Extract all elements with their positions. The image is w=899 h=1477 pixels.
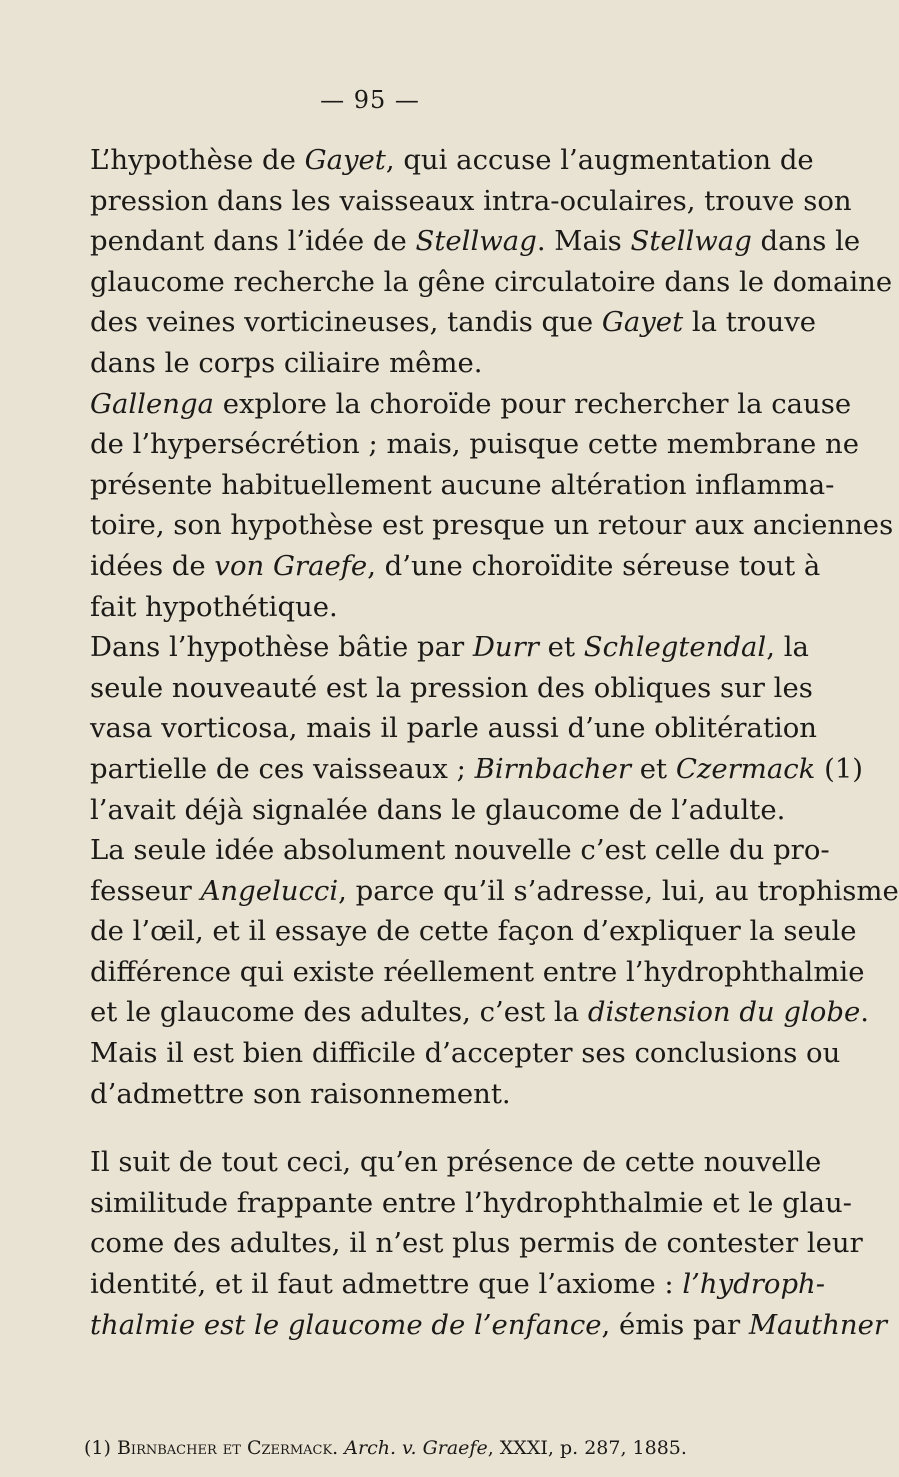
text-line: Gallenga explore la choroïde pour rechercher la cause [90,387,852,420]
text-line: toire, son hypothèse est presque un retour aux anciennes [90,509,894,542]
page-number: — 95 — [320,86,420,114]
text-line: thalmie est le glaucome de l’enfance, émis par Mauthner [90,1308,888,1341]
paragraph-1 [62,140,893,384]
text-line: des veines vorticineuses, tandis que Gayet la trouve [90,306,817,339]
text-line: de l’œil, et il essaye de cette façon d’expliquer la seule [90,915,857,948]
text-line: Dans l’hypothèse bâtie par Durr et Schlegtendal, la [90,631,809,664]
text-line: come des adultes, il n’est plus permis de contester leur [90,1227,863,1260]
text-line: L’hypothèse de Gayet, qui accuse l’augmentation de [90,144,814,176]
footnote [84,1437,754,1459]
footnote-marker: (1) [84,1437,111,1459]
text-line: idées de von Graefe, d’une choroïdite séreuse tout à [90,549,821,582]
text-line: dans le corps ciliaire même. [90,346,483,379]
text-line: pression dans les vaisseaux intra-oculaires, trouve son [90,184,852,217]
text-line: similitude frappante entre l’hydrophthalmie et le glau- [90,1186,852,1219]
text-line: glaucome recherche la gêne circulatoire dans le domaine [90,265,893,298]
text-line: fesseur Angelucci, parce qu’il s’adresse, lui, au trophisme [90,874,899,907]
text-line: et le glaucome des adultes, c’est la distension du globe. [90,996,869,1029]
text-line: de l’hypersécrétion ; mais, puisque cette membrane ne [90,428,859,461]
text-line: identité, et il faut admettre que l’axiome : l’hydroph- [90,1268,826,1301]
paragraph-3 [62,627,864,830]
text-line: l’avait déjà signalée dans le glaucome de l’adulte. [90,793,786,826]
text-line: fait hypothétique. [90,590,338,623]
paragraph-2 [62,384,894,628]
text-line: vasa vorticosa, mais il parle aussi d’une oblitération [90,712,818,745]
footnote-journal: Arch. v. Graefe [344,1437,488,1459]
text-line: d’admettre son raisonnement. [90,1077,511,1110]
footnote-details: , XXXI, p. 287, 1885. [487,1437,687,1459]
text-line: seule nouveauté est la pression des obliques sur les [90,671,813,704]
text-line: Mais il est bien difficile d’accepter ses conclusions ou [90,1037,841,1070]
body-text [62,140,899,1345]
text-line: pendant dans l’idée de Stellwag. Mais Stellwag dans le [90,225,861,258]
text-line: partielle de ces vaisseaux ; Birnbacher et Czermack (1) [90,752,864,785]
footnote-authors: Birnbacher et Czermack. [116,1437,339,1459]
text-line: différence qui existe réellement entre l’hydrophthalmie [90,955,865,988]
paragraph-5 [62,1142,888,1345]
text-line: présente habituellement aucune altération inflamma- [90,468,835,501]
paragraph-4 [62,830,899,1114]
text-line: Il suit de tout ceci, qu’en présence de cette nouvelle [90,1146,822,1179]
text-line: La seule idée absolument nouvelle c’est celle du pro- [90,834,830,867]
